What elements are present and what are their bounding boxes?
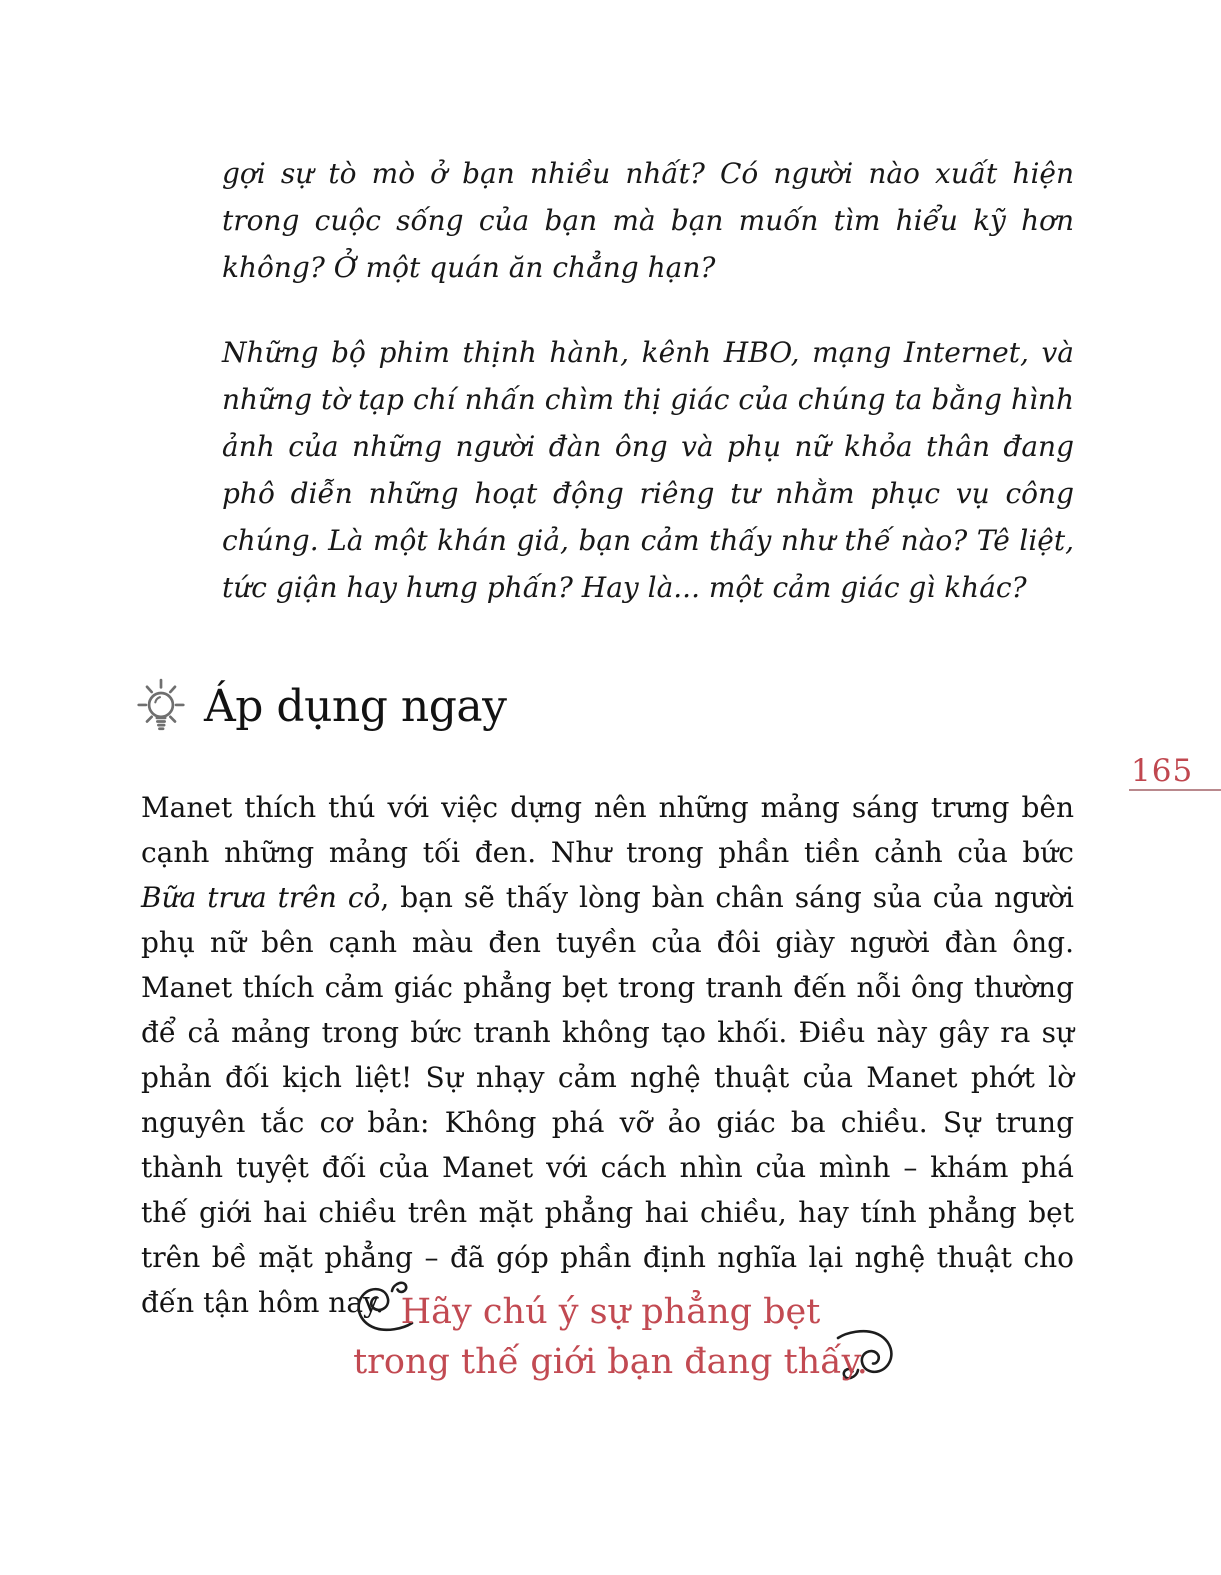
lightbulb-icon: [136, 678, 186, 736]
body-text-part1: Manet thích thú với việc dựng nên những mảng sáng trưng bên cạnh những mảng tối đen. Như trong phần tiền cảnh của bức: [141, 791, 1074, 869]
quote-line: trong thế giới bạn đang thấy.: [353, 1342, 868, 1382]
artwork-title: Bữa trưa trên cỏ: [141, 881, 381, 914]
section-title: Áp dụng ngay: [204, 681, 507, 732]
folio-rule: [1129, 789, 1221, 791]
section-heading: [136, 678, 507, 736]
quote-line: Hãy chú ý sự phẳng bẹt: [400, 1292, 821, 1332]
intro-quote-block: [222, 150, 1074, 649]
intro-paragraph: gợi sự tò mò ở bạn nhiều nhất? Có người nào xuất hiện trong cuộc sống của bạn mà bạn muốn tìm hiểu kỹ hơn không? Ở một quán ăn chẳng hạn?: [222, 157, 1074, 284]
page-number: 165: [1131, 753, 1194, 789]
body-paragraph: [141, 785, 1074, 1325]
intro-paragraph: Những bộ phim thịnh hành, kênh HBO, mạng Internet, và những tờ tạp chí nhấn chìm thị giác của chúng ta bằng hình ảnh của những người đàn ông và phụ nữ khỏa thân đang phô diễn những hoạt động riêng tư nhằm phục vụ công chúng. Là một khán giả, bạn cảm thấy như thế nào? Tê liệt, tức giận hay hưng phấn? Hay là... một cảm giác gì khác?: [222, 336, 1074, 604]
pull-quote: [0, 1287, 1221, 1387]
body-text-part2: , bạn sẽ thấy lòng bàn chân sáng sủa của người phụ nữ bên cạnh màu đen tuyền của đôi giày người đàn ông. Manet thích cảm giác phẳng bẹt trong tranh đến nỗi ông thường để cả mảng trong bức tranh không tạo khối. Điều này gây ra sự phản đối kịch liệt! Sự nhạy cảm nghệ thuật của Manet phớt lờ nguyên tắc cơ bản: Không phá vỡ ảo giác ba chiều. Sự trung thành tuyệt đối của Manet với cách nhìn của mình – khám phá thế giới hai chiều trên mặt phẳng hai chiều, hay tính phẳng bẹt trên bề mặt phẳng – đã góp phần định nghĩa lại nghệ thuật cho đến tận hôm nay.: [141, 881, 1074, 1319]
